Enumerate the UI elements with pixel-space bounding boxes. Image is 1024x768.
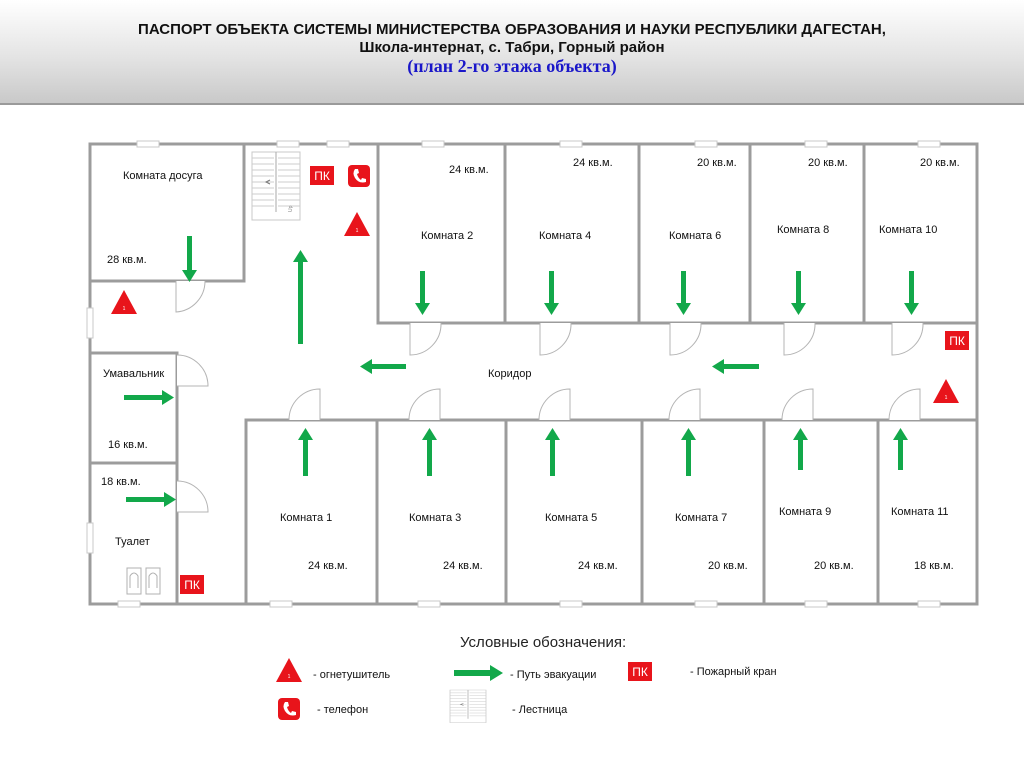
evac-arrow-icon: [545, 428, 560, 476]
toilet-fixtures-icon: [127, 568, 160, 594]
room-6-area: 20 кв.м.: [697, 157, 737, 169]
svg-text:ПК: ПК: [184, 578, 200, 592]
room-10-area: 20 кв.м.: [920, 157, 960, 169]
svg-text:ПК: ПК: [949, 334, 965, 348]
hydrant-icon: [180, 575, 204, 594]
room-3-area: 24 кв.м.: [443, 560, 483, 572]
evac-arrow-icon: [126, 492, 176, 507]
doors: [176, 281, 923, 512]
room-8-label: Комната 8: [777, 224, 830, 236]
room-8-area: 20 кв.м.: [808, 157, 848, 169]
room-10-label: Комната 10: [879, 224, 938, 236]
room-2-area: 24 кв.м.: [449, 164, 489, 176]
room-3-label: Комната 3: [409, 512, 462, 524]
legend-extinguisher-icon: [276, 658, 302, 682]
title-line-3: (план 2-го этажа объекта): [407, 56, 617, 76]
washroom-area: 16 кв.м.: [108, 439, 148, 451]
evac-arrow-icon: [182, 236, 197, 282]
evac-arrow-icon: [298, 428, 313, 476]
stair-up-label: Up: [288, 205, 294, 212]
legend-stairs-label: - Лестница: [512, 704, 568, 716]
legend-title: Условные обозначения:: [460, 634, 627, 651]
leisure-room-area: 28 кв.м.: [107, 254, 147, 266]
extinguisher-icon: [111, 290, 137, 314]
hydrant-icon: [310, 166, 334, 185]
hydrant-icon: [945, 331, 969, 350]
room-7-label: Комната 7: [675, 512, 728, 524]
extinguisher-icon: [933, 379, 959, 403]
evac-arrow-icon: [676, 271, 691, 315]
room-11-label: Комната 11: [891, 506, 949, 518]
evac-arrow-icon: [360, 359, 406, 374]
room-7-area: 20 кв.м.: [708, 560, 748, 572]
evac-arrow-icon: [422, 428, 437, 476]
legend-extinguisher-label: - огнетушитель: [313, 669, 391, 681]
svg-text:ПК: ПК: [632, 665, 648, 679]
room-5-area: 24 кв.м.: [578, 560, 618, 572]
title-line-1: ПАСПОРТ ОБЪЕКТА СИСТЕМЫ МИНИСТЕРСТВА ОБРАЗОВАНИЯ И НАУКИ РЕСПУБЛИКИ ДАГЕСТАН,: [138, 21, 886, 38]
room-1-label: Комната 1: [280, 512, 333, 524]
evac-arrow-icon: [712, 359, 759, 374]
washroom-label: Умавальник: [103, 368, 165, 380]
legend-evacuation-label: - Путь эвакуации: [510, 669, 597, 681]
stairs-icon: [252, 152, 300, 220]
evac-arrow-icon: [544, 271, 559, 315]
evac-arrow-icon: [124, 390, 174, 405]
extinguisher-icon: [344, 212, 370, 236]
room-4-area: 24 кв.м.: [573, 157, 613, 169]
room-6-label: Комната 6: [669, 230, 722, 242]
room-1-area: 24 кв.м.: [308, 560, 348, 572]
toilet-label: Туалет: [115, 536, 150, 548]
room-11-area: 18 кв.м.: [914, 560, 954, 572]
evac-arrow-icon: [904, 271, 919, 315]
toilet-area: 18 кв.м.: [101, 476, 141, 488]
room-4-label: Комната 4: [539, 230, 592, 242]
legend-phone-icon: [278, 698, 300, 720]
phone-icon: [348, 165, 370, 187]
legend-phone-label: - телефон: [317, 704, 369, 716]
evac-arrow-icon: [681, 428, 696, 476]
leisure-room-label: Комната досуга: [123, 170, 203, 182]
room-9-area: 20 кв.м.: [814, 560, 854, 572]
evac-arrow-icon: [293, 250, 308, 344]
room-5-label: Комната 5: [545, 512, 598, 524]
legend-hydrant-label: - Пожарный кран: [690, 666, 777, 678]
evac-arrow-icon: [791, 271, 806, 315]
evac-arrow-icon: [793, 428, 808, 470]
legend-hydrant-icon: [628, 662, 652, 681]
room-9-label: Комната 9: [779, 506, 832, 518]
room-2-label: Комната 2: [421, 230, 474, 242]
walls: [90, 144, 977, 604]
title-line-2: Школа-интернат, с. Табри, Горный район: [359, 39, 665, 56]
corridor-label: Коридор: [488, 368, 532, 380]
legend: [276, 634, 777, 723]
svg-text:ПК: ПК: [314, 169, 330, 183]
evac-arrow-icon: [415, 271, 430, 315]
legend-stairs-icon: [450, 690, 486, 723]
legend-evacuation-icon: [454, 665, 503, 681]
evac-arrow-icon: [893, 428, 908, 470]
